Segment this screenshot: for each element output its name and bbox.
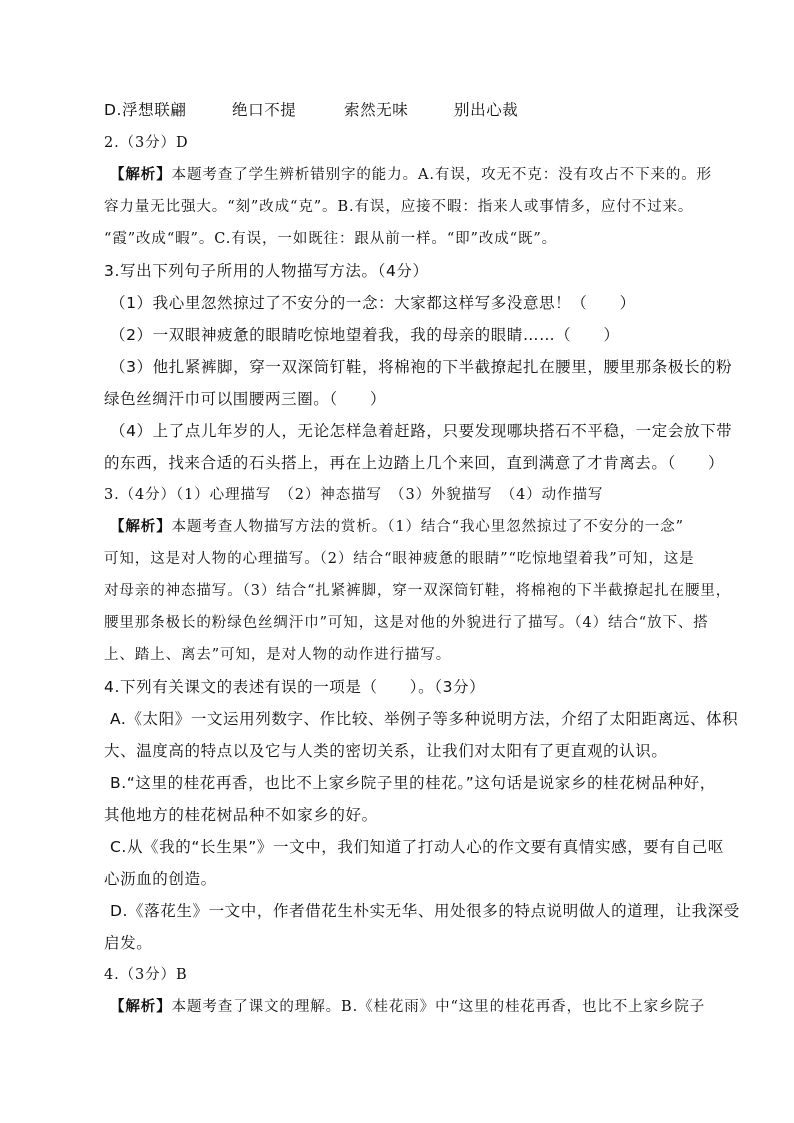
- option-d-word-2: 绝口不提: [232, 101, 297, 119]
- q2-explanation-line-3: “霞”改成“暇”。C.有误，一如既往：跟从前一样。“即”改成“既”。: [104, 231, 558, 247]
- q2-explanation-line-1: [110, 165, 712, 185]
- q4-option-b-line-2: 其他地方的桂花树品种不如家乡的好。: [104, 806, 378, 824]
- q4-option-d-line-2: 启发。: [104, 934, 153, 952]
- q2-explanation-line-2: 容力量无比强大。“刻”改成“克”。B.有误，应接不暇：指来人或事情多，应付不过来。: [104, 199, 694, 215]
- q2-explanation-tag: 【解析】: [110, 166, 172, 183]
- q4-option-c-line-1: C.从《我的“长生果”》一文中，我们知道了打动人心的作文要有真情实感，要有自己呕: [110, 838, 724, 856]
- q3-explanation-line-4: 腰里那条极长的粉绿色丝绸汗巾”可知，这是对他的外貌进行了描写。（4）结合“放下、搭: [104, 615, 709, 631]
- q4-option-c-line-2: 心沥血的创造。: [104, 870, 217, 888]
- q4-answer: 4.（3分）B: [104, 967, 188, 983]
- q3-explanation-line-5: 上、踏上、离去”可知，是对人物的动作进行描写。: [104, 647, 452, 663]
- q2-answer: 2.（3分）D: [104, 135, 189, 151]
- option-d-word-1: D.浮想联翩: [104, 101, 187, 119]
- q3-answer: 3.（4分）（1）心理描写 （2）神态描写 （3）外貌描写 （4）动作描写: [104, 487, 604, 503]
- q3-explanation-line-1: [110, 517, 684, 537]
- q4-stem: 4.下列有关课文的表述有误的一项是（ ）。（3分）: [104, 678, 486, 696]
- q3-item-1: （1）我心里忽然掠过了不安分的一念：大家都这样写多没意思！（ ）: [110, 294, 636, 312]
- q4-explanation-line-1: [110, 997, 705, 1017]
- q3-item-4-line-1: （4）上了点儿年岁的人，无论怎样急着赶路，只要发现哪块搭石不平稳，一定会放下带: [110, 422, 733, 440]
- q4-option-a-line-2: 大、温度高的特点以及它与人类的密切关系，让我们对太阳有了更直观的认识。: [104, 742, 668, 760]
- q4-option-b-line-1: B.“这里的桂花再香，也比不上家乡院子里的桂花。”这句话是说家乡的桂花树品种好，: [110, 774, 716, 792]
- q3-item-4-line-2: 的东西，找来合适的石头搭上，再在上边踏上几个来回，直到满意了才肯离去。（ ）: [104, 454, 725, 472]
- q3-stem: 3.写出下列句子所用的人物描写方法。（4分）: [104, 262, 429, 280]
- q4-explanation-text: 本题考查了课文的理解。B.《桂花雨》中“这里的桂花再香，也比不上家乡院子: [171, 999, 706, 1015]
- q3-item-2: （2）一双眼神疲惫的眼睛吃惊地望着我，我的母亲的眼睛……（ ）: [110, 326, 620, 344]
- q4-explanation-tag: 【解析】: [110, 998, 172, 1015]
- option-d-word-4: 别出心裁: [454, 101, 519, 119]
- q4-option-a-line-1: A.《太阳》一文运用列数字、作比较、举例子等多种说明方法，介绍了太阳距离远、体积: [110, 710, 739, 728]
- q3-item-3-line-1: （3）他扎紧裤脚，穿一双深筒钉鞋，将棉袍的下半截撩起扎在腰里，腰里那条极长的粉: [110, 358, 733, 376]
- q2-explanation-text: 本题考查了学生辨析错别字的能力。A.有误，攻无不克：没有攻占不下来的。形: [171, 167, 713, 183]
- option-d-word-3: 索然无味: [344, 101, 409, 119]
- q4-option-d-line-1: D.《落花生》一文中，作者借花生朴实无华、用处很多的特点说明做人的道理，让我深受: [110, 902, 740, 920]
- q3-item-3-line-2: 绿色丝绸汗巾可以围腰两三圈。（ ）: [104, 390, 387, 408]
- q3-explanation-tag: 【解析】: [110, 518, 172, 535]
- q3-explanation-line-2: 可知，这是对人物的心理描写。（2）结合“眼神疲惫的眼睛”“吃惊地望着我”可知，这是: [104, 551, 695, 567]
- q3-explanation-line-3: 对母亲的神态描写。（3）结合“扎紧裤脚，穿一双深筒钉鞋，将棉袍的下半截撩起扎在腰里，: [104, 583, 732, 599]
- word-options-row: [104, 100, 518, 120]
- q3-explanation-text: 本题考查人物描写方法的赏析。（1）结合“我心里忽然掠过了不安分的一念”: [171, 519, 684, 535]
